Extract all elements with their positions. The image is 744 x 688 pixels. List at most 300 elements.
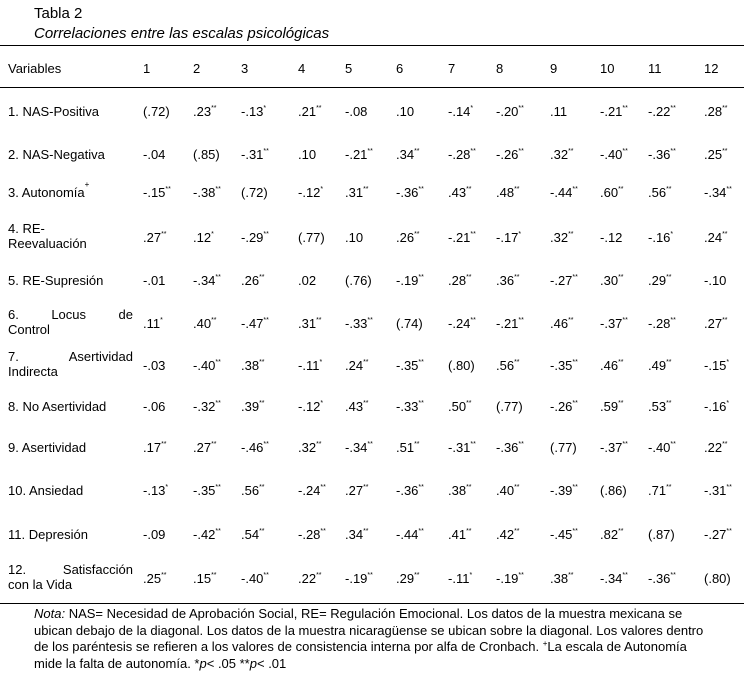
- correlation-value: .59: [600, 399, 619, 414]
- correlation-value: .21: [298, 104, 317, 119]
- correlation-value: -.37: [600, 440, 623, 455]
- significance-mark: **: [363, 359, 369, 366]
- significance-mark: **: [320, 528, 326, 535]
- correlation-cell: [704, 185, 732, 200]
- significance-mark: **: [670, 572, 676, 579]
- correlation-cell: [600, 399, 624, 414]
- significance-mark: **: [418, 274, 424, 281]
- significance-mark: **: [316, 105, 322, 112]
- correlation-value: .43: [448, 185, 467, 200]
- significance-mark: **: [316, 441, 322, 448]
- significance-mark: **: [414, 148, 420, 155]
- top-rule: [0, 45, 744, 46]
- correlation-value: -.08: [345, 104, 368, 119]
- correlation-value: .25: [143, 571, 162, 586]
- correlation-cell: [496, 440, 524, 455]
- correlation-value: -.12: [298, 399, 321, 414]
- correlation-cell: [193, 185, 221, 200]
- correlation-value: -.39: [550, 483, 573, 498]
- correlation-cell: [448, 185, 472, 200]
- significance-mark: **: [572, 274, 578, 281]
- correlation-value: -.09: [143, 527, 166, 542]
- row-label: [8, 562, 133, 592]
- correlation-cell: [550, 147, 574, 162]
- correlation-cell: [345, 399, 369, 414]
- correlation-cell: [143, 440, 167, 455]
- significance-mark: **: [726, 528, 732, 535]
- significance-mark: **: [263, 572, 269, 579]
- correlation-value: .56: [241, 483, 260, 498]
- significance-mark: **: [666, 359, 672, 366]
- correlation-cell: [143, 104, 170, 119]
- correlation-cell: [298, 440, 322, 455]
- significance-mark: **: [618, 359, 624, 366]
- correlation-cell: [143, 316, 163, 331]
- correlation-cell: [550, 527, 578, 542]
- row-label-part: 11. Depresión: [8, 527, 88, 542]
- correlation-value: (.74): [396, 316, 423, 331]
- correlation-value: (.77): [550, 440, 577, 455]
- correlation-cell: [345, 104, 367, 119]
- significance-mark: **: [514, 186, 520, 193]
- column-header: 5: [345, 61, 353, 76]
- correlation-cell: [298, 358, 322, 373]
- significance-mark: **: [726, 186, 732, 193]
- row-label-part: 9. Asertividad: [8, 440, 87, 455]
- correlation-value: .17: [143, 440, 162, 455]
- correlation-cell: [600, 104, 628, 119]
- correlation-value: -.21: [345, 147, 368, 162]
- significance-mark: *: [470, 105, 474, 112]
- correlation-cell: [448, 483, 472, 498]
- column-header: 1: [143, 61, 151, 76]
- correlation-cell: [704, 358, 729, 373]
- correlation-cell: [345, 185, 369, 200]
- correlation-cell: [648, 316, 676, 331]
- row-label-part: Reevaluación: [8, 236, 87, 251]
- correlation-value: -.13: [143, 483, 166, 498]
- correlation-cell: [298, 104, 322, 119]
- significance-mark: *: [469, 572, 473, 579]
- note-plus: +: [542, 639, 548, 648]
- correlation-cell: [298, 185, 323, 200]
- correlation-cell: [193, 147, 220, 162]
- correlation-cell: [600, 358, 624, 373]
- correlation-cell: [143, 571, 167, 586]
- correlation-value: -.22: [648, 104, 671, 119]
- correlation-cell: [600, 483, 627, 498]
- correlation-cell: [396, 185, 424, 200]
- row-label-part: 10. Ansiedad: [8, 483, 84, 498]
- correlation-cell: [496, 230, 521, 245]
- correlation-value: -.29: [241, 230, 264, 245]
- correlation-cell: [345, 316, 373, 331]
- correlation-value: -.35: [193, 483, 216, 498]
- row-label-part: 3. Autonomía: [8, 185, 85, 200]
- significance-mark: **: [466, 400, 472, 407]
- significance-mark: **: [316, 572, 322, 579]
- column-header: 12: [704, 61, 719, 76]
- significance-mark: **: [363, 528, 369, 535]
- significance-mark: **: [470, 231, 476, 238]
- correlation-cell: [496, 104, 524, 119]
- correlation-value: -.17: [496, 230, 519, 245]
- significance-mark: *: [165, 484, 169, 491]
- correlation-value: -.46: [241, 440, 264, 455]
- correlation-value: .31: [298, 316, 317, 331]
- correlation-cell: [143, 185, 171, 200]
- correlation-value: .82: [600, 527, 619, 542]
- correlation-value: -.01: [143, 273, 166, 288]
- table-number: Tabla 2: [34, 5, 83, 22]
- correlation-value: -.47: [241, 316, 264, 331]
- significance-mark: **: [211, 441, 217, 448]
- significance-mark: **: [722, 231, 728, 238]
- correlation-cell: [448, 440, 476, 455]
- correlation-value: .34: [345, 527, 364, 542]
- correlation-value: .23: [193, 104, 212, 119]
- correlation-value: -.26: [496, 147, 519, 162]
- correlation-cell: [345, 147, 373, 162]
- correlation-value: -.27: [550, 273, 573, 288]
- correlation-value: .11: [143, 316, 161, 331]
- significance-mark: **: [470, 441, 476, 448]
- significance-mark: **: [470, 317, 476, 324]
- column-header: 10: [600, 61, 615, 76]
- correlation-value: -.31: [704, 483, 727, 498]
- row-label: [8, 349, 133, 379]
- correlation-value: .36: [496, 273, 515, 288]
- correlation-value: (.87): [648, 527, 675, 542]
- significance-mark: *: [670, 231, 674, 238]
- correlation-value: -.19: [396, 273, 419, 288]
- correlation-value: (.80): [704, 571, 731, 586]
- correlation-cell: [550, 104, 567, 119]
- correlation-cell: [648, 185, 672, 200]
- correlation-cell: [550, 316, 574, 331]
- row-label-part: 6.: [8, 307, 19, 322]
- correlation-cell: [241, 440, 269, 455]
- correlation-value: -.33: [345, 316, 368, 331]
- correlation-value: .31: [345, 185, 364, 200]
- correlation-value: -.35: [550, 358, 573, 373]
- correlation-value: -.34: [704, 185, 727, 200]
- correlation-cell: [496, 185, 520, 200]
- correlation-cell: [600, 147, 628, 162]
- significance-mark: **: [666, 484, 672, 491]
- correlation-value: .27: [143, 230, 162, 245]
- significance-mark: **: [367, 572, 373, 579]
- row-label-part: 7.: [8, 349, 19, 364]
- correlation-cell: [704, 483, 732, 498]
- correlation-cell: [298, 483, 326, 498]
- correlation-value: .26: [396, 230, 415, 245]
- significance-mark: **: [363, 186, 369, 193]
- column-header: 7: [448, 61, 456, 76]
- significance-mark: **: [514, 359, 520, 366]
- correlation-cell: [648, 147, 676, 162]
- correlation-cell: [704, 527, 732, 542]
- correlation-cell: [345, 358, 369, 373]
- correlation-value: -.03: [143, 358, 166, 373]
- correlation-value: -.12: [600, 230, 623, 245]
- significance-mark: **: [414, 572, 420, 579]
- correlation-cell: [241, 527, 265, 542]
- significance-mark: **: [514, 274, 520, 281]
- correlation-cell: [648, 483, 672, 498]
- correlation-value: -.13: [241, 104, 264, 119]
- correlation-cell: [648, 358, 672, 373]
- significance-mark: **: [622, 105, 628, 112]
- correlation-value: .22: [298, 571, 317, 586]
- header-rule: [0, 87, 744, 88]
- correlation-value: -.16: [648, 230, 671, 245]
- correlation-cell: [396, 440, 420, 455]
- correlation-value: (.76): [345, 273, 372, 288]
- correlation-cell: [193, 571, 217, 586]
- significance-mark: **: [418, 484, 424, 491]
- significance-mark: **: [263, 317, 269, 324]
- significance-mark: **: [622, 441, 628, 448]
- correlation-cell: [345, 571, 373, 586]
- correlation-value: .22: [704, 440, 723, 455]
- correlation-cell: [298, 316, 322, 331]
- correlation-cell: [143, 147, 165, 162]
- row-label: [8, 307, 133, 337]
- correlation-cell: [448, 399, 472, 414]
- correlation-value: .50: [448, 399, 467, 414]
- significance-mark: *: [320, 400, 324, 407]
- correlation-value: -.32: [193, 399, 216, 414]
- row-label-part: 8. No Asertividad: [8, 399, 107, 414]
- row-label: [8, 104, 99, 119]
- significance-mark: **: [215, 400, 221, 407]
- significance-mark: **: [518, 441, 524, 448]
- correlation-value: -.36: [648, 147, 671, 162]
- significance-mark: *: [726, 359, 730, 366]
- row-label-part: Locus: [51, 307, 87, 322]
- significance-mark: *: [263, 105, 267, 112]
- correlation-cell: [396, 147, 420, 162]
- correlation-value: .56: [648, 185, 667, 200]
- row-label-part: 5. RE-Supresión: [8, 273, 104, 288]
- significance-mark: **: [316, 317, 322, 324]
- significance-mark: **: [215, 274, 221, 281]
- correlation-cell: [241, 230, 269, 245]
- correlation-value: -.28: [648, 316, 671, 331]
- row-label-part: 4. RE-: [8, 221, 45, 236]
- correlation-value: .28: [704, 104, 723, 119]
- significance-mark: **: [418, 186, 424, 193]
- note-p-2: p: [249, 655, 257, 671]
- significance-mark: **: [263, 231, 269, 238]
- correlation-cell: [448, 571, 472, 586]
- correlation-value: .24: [345, 358, 364, 373]
- correlation-cell: [600, 230, 622, 245]
- correlation-value: .43: [345, 399, 364, 414]
- correlation-cell: [704, 147, 728, 162]
- correlation-cell: [550, 230, 574, 245]
- correlation-value: .32: [298, 440, 317, 455]
- row-label: [8, 527, 88, 542]
- significance-mark: **: [418, 528, 424, 535]
- correlation-cell: [600, 440, 628, 455]
- correlation-value: -.24: [298, 483, 321, 498]
- significance-mark: **: [320, 484, 326, 491]
- correlation-value: .28: [448, 273, 467, 288]
- correlation-cell: [648, 273, 672, 288]
- correlation-value: .71: [648, 483, 667, 498]
- correlation-cell: [396, 483, 424, 498]
- correlation-value: .27: [193, 440, 212, 455]
- correlation-value: -.45: [550, 527, 573, 542]
- correlation-value: -.16: [704, 399, 727, 414]
- correlation-value: .25: [704, 147, 723, 162]
- significance-mark: **: [215, 484, 221, 491]
- correlation-value: .29: [396, 571, 415, 586]
- significance-mark: **: [466, 528, 472, 535]
- correlation-value: .56: [496, 358, 515, 373]
- correlation-value: .11: [550, 104, 568, 119]
- correlation-value: -.21: [600, 104, 623, 119]
- correlation-cell: [298, 147, 316, 162]
- correlation-cell: [496, 316, 524, 331]
- correlation-cell: [648, 440, 676, 455]
- correlation-value: .24: [704, 230, 723, 245]
- significance-mark: **: [618, 186, 624, 193]
- significance-mark: *: [211, 231, 214, 238]
- correlation-value: -.15: [704, 358, 727, 373]
- correlation-value: (.72): [143, 104, 170, 119]
- correlation-value: -.06: [143, 399, 166, 414]
- correlation-cell: [550, 399, 578, 414]
- correlation-cell: [496, 358, 520, 373]
- significance-mark: **: [666, 186, 672, 193]
- significance-mark: **: [215, 359, 221, 366]
- correlation-value: -.19: [496, 571, 519, 586]
- significance-mark: *: [726, 400, 730, 407]
- correlation-value: .54: [241, 527, 260, 542]
- correlation-cell: [396, 316, 423, 331]
- significance-mark: **: [568, 231, 574, 238]
- correlation-value: .02: [298, 273, 317, 288]
- correlation-value: -.44: [550, 185, 573, 200]
- correlation-cell: [143, 483, 168, 498]
- correlation-cell: [704, 399, 729, 414]
- column-header: 11: [648, 61, 662, 76]
- correlation-cell: [193, 316, 217, 331]
- correlation-cell: [143, 273, 165, 288]
- significance-mark: **: [211, 572, 217, 579]
- correlation-cell: [241, 571, 269, 586]
- correlation-value: -.19: [345, 571, 368, 586]
- correlation-cell: [550, 483, 578, 498]
- correlation-cell: [396, 399, 424, 414]
- significance-mark: **: [466, 186, 472, 193]
- correlation-value: (.80): [448, 358, 475, 373]
- correlation-cell: [448, 230, 476, 245]
- correlation-value: -.21: [496, 316, 519, 331]
- note-text-1: NAS= Necesidad de Aprobación Social, RE= Regulación Emocional. Los datos de la muestra mexicana se ubican debajo de la diagonal. Los datos de la muestra nicaragüense se ubican sobre la diagonal. Los valores dentro de los paréntesis se refieren a los valores de consistencia interna por alfa de Cronbach.: [34, 606, 704, 654]
- correlation-value: -.40: [600, 147, 623, 162]
- correlation-value: (.77): [496, 399, 523, 414]
- row-label-part: 1. NAS-Positiva: [8, 104, 100, 119]
- correlation-value: -.12: [298, 185, 321, 200]
- significance-mark: **: [670, 105, 676, 112]
- significance-mark: **: [722, 148, 728, 155]
- correlation-cell: [345, 230, 363, 245]
- correlation-value: -.36: [396, 185, 419, 200]
- significance-mark: **: [518, 317, 524, 324]
- significance-mark: **: [418, 359, 424, 366]
- correlation-value: -.37: [600, 316, 623, 331]
- correlation-value: -.44: [396, 527, 419, 542]
- correlation-value: -.34: [600, 571, 623, 586]
- correlation-value: -.36: [648, 571, 671, 586]
- correlation-value: -.40: [193, 358, 216, 373]
- significance-mark: **: [367, 441, 373, 448]
- correlation-cell: [448, 104, 473, 119]
- correlation-value: -.24: [448, 316, 471, 331]
- correlation-cell: [298, 571, 322, 586]
- correlation-cell: [600, 185, 624, 200]
- significance-mark: **: [367, 317, 373, 324]
- correlation-cell: [496, 273, 520, 288]
- correlation-cell: [241, 316, 269, 331]
- correlation-value: .46: [550, 316, 569, 331]
- correlation-cell: [496, 147, 524, 162]
- correlation-value: .27: [704, 316, 723, 331]
- row-label-part: 2. NAS-Negativa: [8, 147, 105, 162]
- significance-mark: **: [568, 317, 574, 324]
- correlation-value: .38: [241, 358, 260, 373]
- correlation-value: -.31: [241, 147, 264, 162]
- significance-mark: **: [470, 148, 476, 155]
- correlation-value: -.38: [193, 185, 216, 200]
- correlation-cell: [448, 316, 476, 331]
- column-header: 9: [550, 61, 558, 76]
- significance-mark: **: [722, 317, 728, 324]
- correlation-cell: [345, 273, 372, 288]
- correlation-value: -.04: [143, 147, 166, 162]
- significance-mark: **: [568, 148, 574, 155]
- significance-mark: **: [259, 400, 265, 407]
- row-label: [8, 273, 103, 288]
- significance-mark: *: [319, 359, 323, 366]
- correlation-cell: [704, 571, 731, 586]
- significance-mark: **: [670, 148, 676, 155]
- correlation-cell: [648, 527, 675, 542]
- correlation-value: (.72): [241, 185, 268, 200]
- correlation-value: -.34: [345, 440, 368, 455]
- correlation-value: .38: [550, 571, 569, 586]
- correlation-value: .10: [298, 147, 317, 162]
- correlation-value: (.77): [298, 230, 325, 245]
- significance-mark: **: [670, 441, 676, 448]
- correlation-value: -.20: [496, 104, 519, 119]
- significance-mark: **: [363, 484, 369, 491]
- significance-mark: *: [518, 231, 522, 238]
- significance-mark: **: [518, 148, 524, 155]
- significance-mark: **: [572, 400, 578, 407]
- note-label: Nota:: [34, 606, 66, 621]
- correlation-cell: [550, 185, 578, 200]
- significance-mark: **: [367, 148, 373, 155]
- significance-mark: **: [518, 105, 524, 112]
- significance-mark: **: [259, 528, 265, 535]
- correlation-cell: [396, 571, 420, 586]
- row-label: [8, 399, 106, 414]
